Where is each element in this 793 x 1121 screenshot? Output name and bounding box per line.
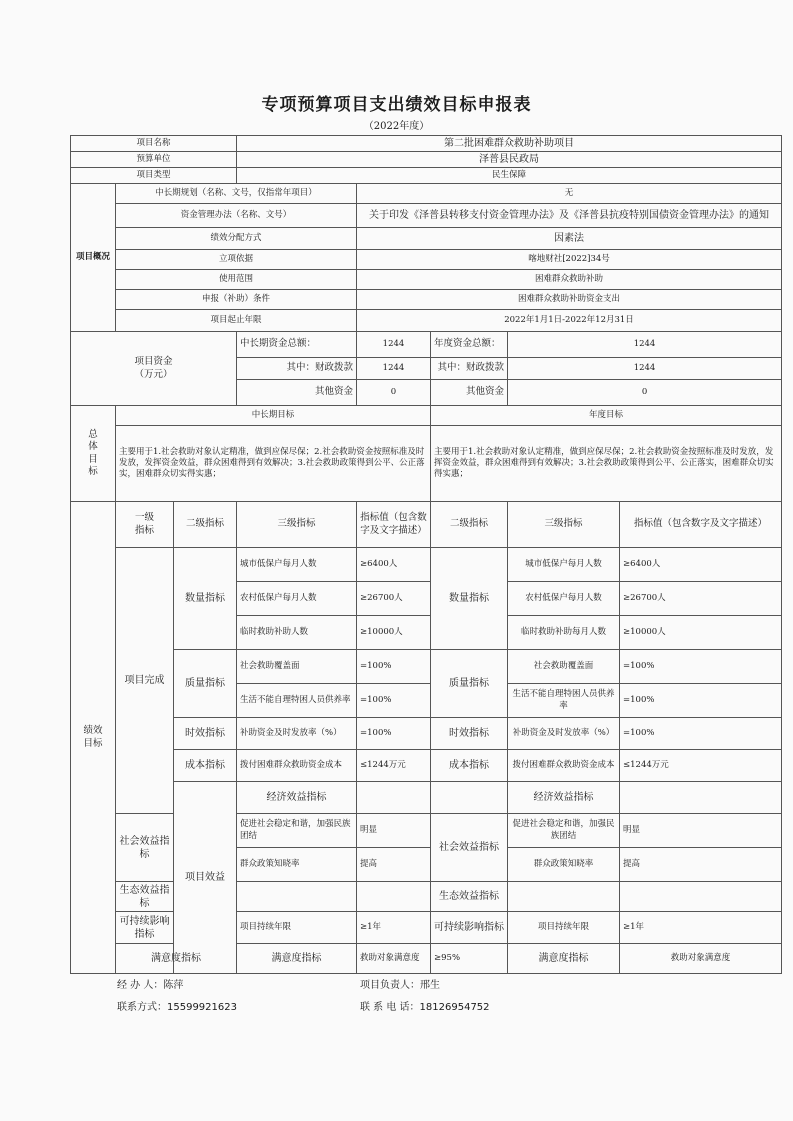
- document-title: 专项预算项目支出绩效目标申报表: [261, 95, 532, 115]
- mid-other-label: 其他资金: [237, 380, 357, 406]
- ecological-value: [357, 882, 431, 912]
- p1-value: ≥1年: [357, 912, 431, 944]
- cost-label: 成本指标: [174, 750, 237, 782]
- overview-label-4: 立项依据: [116, 250, 357, 270]
- overview-section-label: 项目概况: [71, 184, 116, 332]
- sustain-label: 可持续影响指标: [116, 912, 174, 944]
- s1-value-year: 明显: [620, 814, 782, 848]
- leader-row: [360, 976, 440, 991]
- row-overview-4: [71, 250, 782, 270]
- row-overview-3: [71, 228, 782, 250]
- year-total-value: 1244: [508, 332, 782, 358]
- row-quality-1: [71, 650, 782, 684]
- handler-value: 陈萍: [163, 980, 184, 991]
- mid-goal-text: 主要用于1.社会救助对象认定精准，做到应保尽保；2.社会救助资金按照标准及时发放，发挥资金效益，群众困难得到有效解决；3.社会救助政策得到公平、公正落实，困难群众切实得实惠；: [116, 426, 431, 502]
- quantity-label: 数量指标: [174, 548, 237, 650]
- mid-goal-header: 中长期目标: [116, 406, 431, 426]
- row-funds-total: [71, 332, 782, 358]
- indicators-section-label: 绩效 目标: [71, 502, 116, 974]
- phone-row: [360, 998, 490, 1013]
- row-overview-1: [71, 184, 782, 204]
- c1-name: 拨付困难群众救助资金成本: [237, 750, 357, 782]
- overview-value-2: 关于印发《泽普县转移支付资金管理办法》及《泽普县抗疫特别国债资金管理办法》的通知: [357, 204, 782, 228]
- q1-value: ≥6400人: [357, 548, 431, 582]
- document-year: （2022年度）: [363, 121, 430, 132]
- row-indicator-header: [71, 502, 782, 548]
- row-quantity-1: [71, 548, 782, 582]
- header-level1: 一级 指标: [116, 502, 174, 548]
- q1-value-year: ≥6400人: [620, 548, 782, 582]
- overview-label-1: 中长期规划（名称、文号，仅指常年项目）: [116, 184, 357, 204]
- t1-value-year: =100%: [620, 718, 782, 750]
- header-level2-year: 二级指标: [431, 502, 508, 548]
- project-name-label: 项目名称: [71, 136, 237, 152]
- row-overview-5: [71, 270, 782, 290]
- goals-section-label: 总 体 目 标: [71, 406, 116, 502]
- p1-name: 项目持续年限: [237, 912, 357, 944]
- s1-name-year: 促进社会稳定和谐，加强民族团结: [508, 814, 620, 848]
- row-goals-header: [71, 406, 782, 426]
- overview-label-7: 项目起止年限: [116, 310, 357, 332]
- row-timeliness: [71, 718, 782, 750]
- ecological-name-year: [508, 882, 620, 912]
- contact-value: 15599921623: [167, 1002, 237, 1013]
- year-other-label: 其他资金: [431, 380, 508, 406]
- m1-name-year: 救助对象满意度: [620, 944, 782, 974]
- mid-other-value: 0: [357, 380, 431, 406]
- timeliness-label-year: 时效指标: [431, 718, 508, 750]
- leader-value: 邢生: [420, 980, 440, 991]
- ql1-value-year: =100%: [620, 650, 782, 684]
- completion-label: 项目完成: [116, 548, 174, 814]
- c1-name-year: 拨付困难群众救助资金成本: [508, 750, 620, 782]
- m1-value: ≥95%: [431, 944, 508, 974]
- q2-value-year: ≥26700人: [620, 582, 782, 616]
- row-overview-2: [71, 204, 782, 228]
- handler-label: 经 办 人：: [117, 980, 164, 991]
- m1-name: 救助对象满意度: [357, 944, 431, 974]
- sustain-label-year: 可持续影响指标: [431, 912, 508, 944]
- economic-label: 经济效益指标: [237, 782, 357, 814]
- mid-total-label: 中长期资金总额：: [237, 332, 357, 358]
- p1-value-year: ≥1年: [620, 912, 782, 944]
- s1-name: 促进社会稳定和谐，加强民族团结: [237, 814, 357, 848]
- economic-name-year: [620, 782, 782, 814]
- s2-value: 提高: [357, 848, 431, 882]
- year-other-value: 0: [508, 380, 782, 406]
- economic-name: [357, 782, 431, 814]
- t1-name: 补助资金及时发放率（%）: [237, 718, 357, 750]
- mid-fiscal-value: 1244: [357, 358, 431, 380]
- project-name-value: 第二批困难群众救助补助项目: [237, 136, 782, 152]
- budget-unit-label: 预算单位: [71, 152, 237, 168]
- header-value: 指标值（包含数字及文字描述）: [357, 502, 431, 548]
- c1-value-year: ≤1244万元: [620, 750, 782, 782]
- header-level3: 三级指标: [237, 502, 357, 548]
- row-satisfaction: [71, 944, 782, 974]
- handler-row: [117, 976, 183, 991]
- ql2-name: 生活不能自理特困人员供养率: [237, 684, 357, 718]
- row-overview-7: [71, 310, 782, 332]
- mid-total-value: 1244: [357, 332, 431, 358]
- row-project-name: [71, 136, 782, 152]
- overview-value-6: 困难群众救助补助资金支出: [357, 290, 782, 310]
- social-label-year: 社会效益指标: [431, 814, 508, 882]
- year-goal-text: 主要用于1.社会救助对象认定精准，做到应保尽保；2.社会救助资金按照标准及时发放，发挥资金效益，群众困难得到有效解决；3.社会救助政策得到公平、公正落实，困难群众切实得实惠；: [431, 426, 782, 502]
- contact-label: 联系方式：: [117, 1002, 167, 1013]
- q3-name: 临时救助补助人数: [237, 616, 357, 650]
- satisfaction-label: 满意度指标: [237, 944, 357, 974]
- s2-name: 群众政策知晓率: [237, 848, 357, 882]
- overview-value-1: 无: [357, 184, 782, 204]
- economic-label-year: 经济效益指标: [508, 782, 620, 814]
- row-economic: [71, 782, 782, 814]
- header-level3-year: 三级指标: [508, 502, 620, 548]
- quantity-label-year: 数量指标: [431, 548, 508, 650]
- overview-value-4: 喀地财社[2022]34号: [357, 250, 782, 270]
- cost-label-year: 成本指标: [431, 750, 508, 782]
- s1-value: 明显: [357, 814, 431, 848]
- overview-label-6: 申报（补助）条件: [116, 290, 357, 310]
- project-type-value: 民生保障: [237, 168, 782, 184]
- overview-label-2: 资金管理办法（名称、文号）: [116, 204, 357, 228]
- row-goals-text: [71, 426, 782, 502]
- p1-name-year: 项目持续年限: [508, 912, 620, 944]
- t1-name-year: 补助资金及时发放率（%）: [508, 718, 620, 750]
- quality-label-year: 质量指标: [431, 650, 508, 718]
- t1-value: =100%: [357, 718, 431, 750]
- budget-unit-value: 泽普县民政局: [237, 152, 782, 168]
- overview-value-5: 困难群众救助补助: [357, 270, 782, 290]
- year-goal-header: 年度目标: [431, 406, 782, 426]
- ecological-value-year: [620, 882, 782, 912]
- ecological-name: [237, 882, 357, 912]
- header-value-year: 指标值（包含数字及文字描述）: [620, 502, 782, 548]
- performance-goal-form: [70, 135, 782, 974]
- social-label: 社会效益指标: [116, 814, 174, 882]
- overview-value-3: 因素法: [357, 228, 782, 250]
- year-total-label: 年度资金总额：: [431, 332, 508, 358]
- leader-label: 项目负责人：: [360, 980, 420, 991]
- ql2-value: =100%: [357, 684, 431, 718]
- row-budget-unit: [71, 152, 782, 168]
- contact-row: [117, 998, 237, 1013]
- overview-label-5: 使用范围: [116, 270, 357, 290]
- q3-value: ≥10000人: [357, 616, 431, 650]
- ql2-value-year: =100%: [620, 684, 782, 718]
- s2-name-year: 群众政策知晓率: [508, 848, 620, 882]
- phone-value: 18126954752: [419, 1002, 490, 1013]
- year-fiscal-label: 其中：财政拨款: [431, 358, 508, 380]
- timeliness-label: 时效指标: [174, 718, 237, 750]
- q1-name-year: 城市低保户每月人数: [508, 548, 620, 582]
- quality-label: 质量指标: [174, 650, 237, 718]
- ecological-label-year: 生态效益指标: [431, 882, 508, 912]
- ql1-name: 社会救助覆盖面: [237, 650, 357, 684]
- s2-value-year: 提高: [620, 848, 782, 882]
- economic-value: [431, 782, 508, 814]
- mid-fiscal-label: 其中：财政拨款: [237, 358, 357, 380]
- q2-name: 农村低保户每月人数: [237, 582, 357, 616]
- funds-section-label: 项目资金 （万元）: [71, 332, 237, 406]
- q2-name-year: 农村低保户每月人数: [508, 582, 620, 616]
- phone-label: 联 系 电 话：: [360, 1002, 420, 1013]
- overview-value-7: 2022年1月1日-2022年12月31日: [357, 310, 782, 332]
- year-fiscal-value: 1244: [508, 358, 782, 380]
- row-cost: [71, 750, 782, 782]
- q3-name-year: 临时救助补助每月人数: [508, 616, 620, 650]
- q1-name: 城市低保户每月人数: [237, 548, 357, 582]
- ql1-value: =100%: [357, 650, 431, 684]
- effect-label: 项目效益: [174, 782, 237, 974]
- ql2-name-year: 生活不能自理特困人员供养率: [508, 684, 620, 718]
- satisfaction-level1-label: 满意度指标: [116, 944, 237, 974]
- ql1-name-year: 社会救助覆盖面: [508, 650, 620, 684]
- ecological-label: 生态效益指标: [116, 882, 174, 912]
- project-type-label: 项目类型: [71, 168, 237, 184]
- satisfaction-label-year: 满意度指标: [508, 944, 620, 974]
- row-overview-6: [71, 290, 782, 310]
- header-level2: 二级指标: [174, 502, 237, 548]
- q2-value: ≥26700人: [357, 582, 431, 616]
- q3-value-year: ≥10000人: [620, 616, 782, 650]
- overview-label-3: 绩效分配方式: [116, 228, 357, 250]
- row-project-type: [71, 168, 782, 184]
- c1-value: ≤1244万元: [357, 750, 431, 782]
